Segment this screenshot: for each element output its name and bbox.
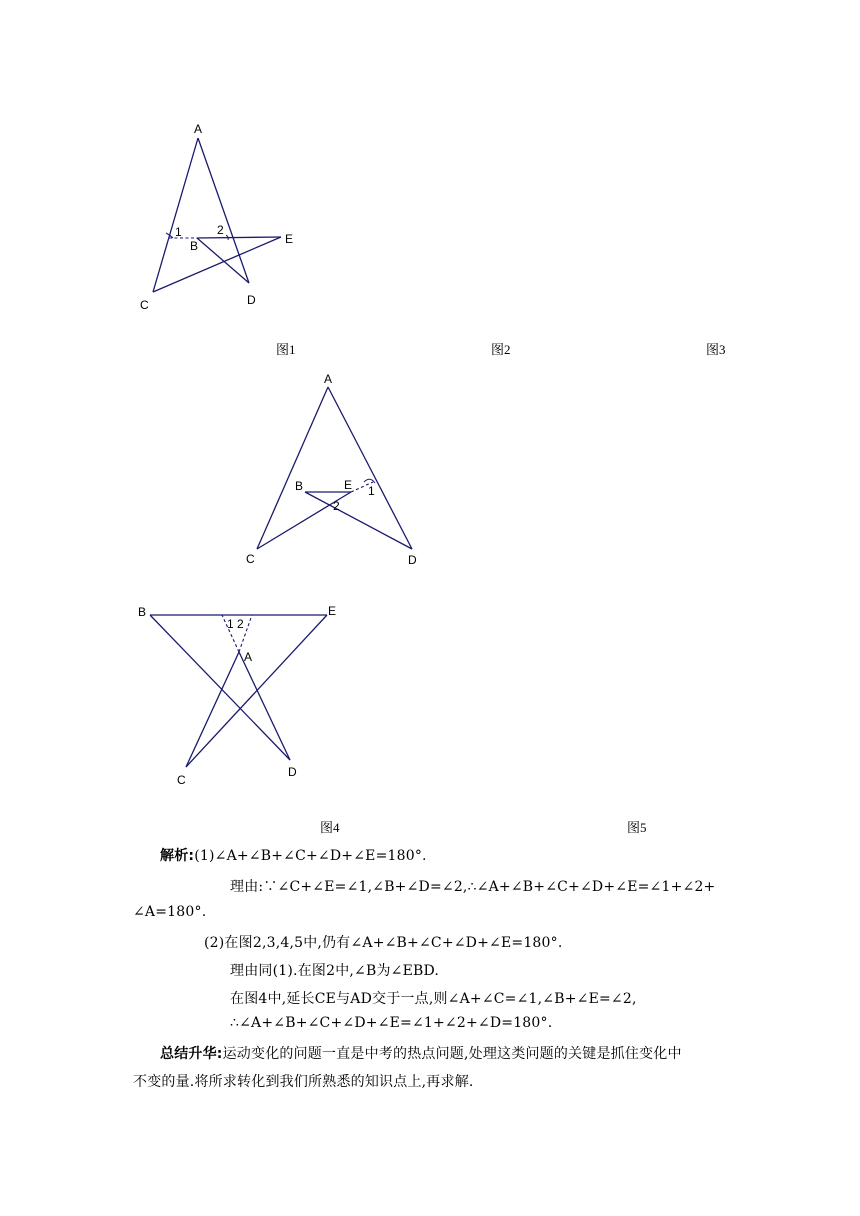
label-angle-1: 1 <box>175 225 182 239</box>
label-angle-1: 1 <box>368 484 375 498</box>
label-d: D <box>247 293 256 307</box>
caption-fig3: 图3 <box>706 342 726 357</box>
segment-ad <box>239 652 290 760</box>
segment-ac <box>186 652 239 767</box>
figure-4 <box>240 365 440 575</box>
label-c: C <box>246 552 255 566</box>
solution-part1-text: (1)∠A+∠B+∠C+∠D+∠E=180°. <box>194 848 427 864</box>
caption-fig4: 图4 <box>320 820 340 835</box>
segment-ad <box>328 387 412 549</box>
label-d: D <box>408 553 417 567</box>
label-e: E <box>344 478 353 492</box>
solution-reason-line2: ∠A=180°. <box>133 904 207 920</box>
label-angle-2: 2 <box>237 617 244 631</box>
solution-part2-line4: ∴∠A+∠B+∠C+∠D+∠E=∠1+∠2+∠D=180°. <box>230 1015 553 1031</box>
segment-ac <box>257 387 328 549</box>
figure-5 <box>130 595 360 795</box>
label-e: E <box>285 232 294 246</box>
summary-label: 总结升华: <box>160 1046 223 1062</box>
solution-part2: (2)在图2,3,4,5中,仍有∠A+∠B+∠C+∠D+∠E=180°. <box>204 935 563 951</box>
label-angle-2: 2 <box>217 223 224 237</box>
summary-line1-text: 运动变化的问题一直是中考的热点问题,处理这类问题的关键是抓住变化中 <box>222 1046 682 1062</box>
figure-1 <box>130 115 320 320</box>
segment-ce <box>153 237 281 292</box>
summary-line1 <box>160 1043 682 1063</box>
label-c: C <box>140 298 149 312</box>
solution-part2-line2: 理由同(1).在图2中,∠B为∠EBD. <box>230 963 440 979</box>
label-c: C <box>177 773 186 787</box>
solution-label: 解析: <box>160 848 195 864</box>
solution-part1 <box>160 845 427 865</box>
label-d: D <box>288 765 297 779</box>
caption-fig2: 图2 <box>491 342 511 357</box>
summary-line2: 不变的量.将所求转化到我们所熟悉的知识点上,再求解. <box>133 1074 474 1090</box>
label-a: A <box>194 122 203 136</box>
label-b: B <box>295 479 304 493</box>
angle-1-arc <box>364 479 375 483</box>
caption-fig1: 图1 <box>276 342 296 357</box>
label-b: B <box>190 239 199 253</box>
segment-be <box>197 237 281 238</box>
segment-ec <box>186 615 327 767</box>
label-b: B <box>138 605 147 619</box>
solution-part2-line3: 在图4中,延长CE与AD交于一点,则∠A+∠C=∠1,∠B+∠E=∠2, <box>230 991 637 1007</box>
segment-ac <box>153 138 198 292</box>
segment-bd <box>150 615 290 760</box>
label-e: E <box>328 604 337 618</box>
caption-fig5: 图5 <box>627 820 647 835</box>
segment-bd <box>305 492 412 549</box>
label-a: A <box>324 372 333 386</box>
label-angle-2: 2 <box>333 499 340 513</box>
solution-reason-line1: 理由:∵∠C+∠E=∠1,∠B+∠D=∠2,∴∠A+∠B+∠C+∠D+∠E=∠1+∠2+ <box>230 879 716 895</box>
label-angle-1: 1 <box>227 617 234 631</box>
label-a: A <box>244 650 253 664</box>
